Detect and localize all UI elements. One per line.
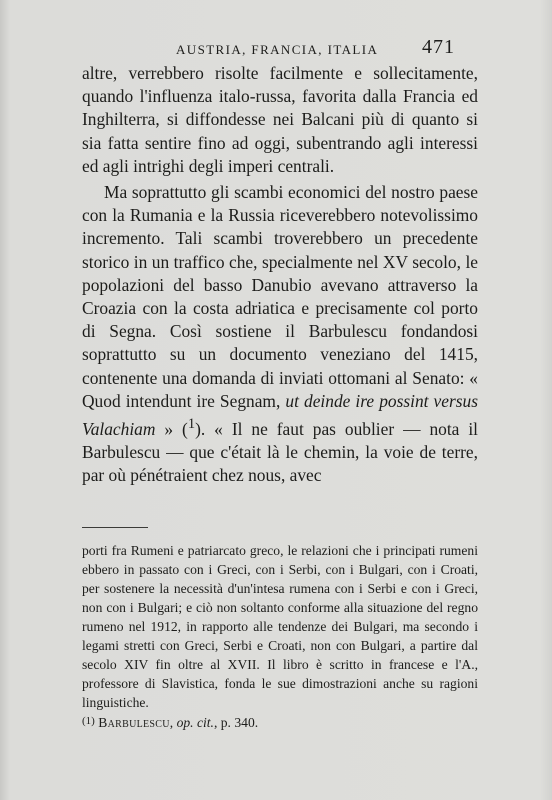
paragraph-2-after-quote: » ( (155, 418, 188, 439)
footnote-1-op-cit: op. cit. (176, 715, 214, 730)
footnote-1-page: , p. 340. (213, 715, 259, 730)
footnotes (82, 541, 478, 732)
footnote-1-author: Barbulescu (98, 715, 170, 730)
paragraph-1: altre, verrebbero risolte facilmente e sollecitamente, quando l'influenza italo-russa, favorita dalla Francia ed Inghilterra, si diffondesse nei Balcani più di quanto si sia fatta sentire fino ad oggi, subentrando agli interessi ed agli intrighi degli imperi centrali. (82, 63, 478, 176)
footnote-divider (82, 527, 148, 528)
footnote-reference: 1 (187, 416, 196, 433)
footnote-1-mark: (1) (82, 715, 95, 727)
footnote-1 (82, 712, 478, 732)
paragraph-2-italic-quote: ut deinde ire possint versus Valachiam (82, 390, 478, 439)
paragraph-2-text: Ma soprattutto gli scambi economici del nostro paese con la Rumania e la Russia riceverebbero notevolissimo incremento. Tali scambi troverebbero un precedente storico in un traffico che, specialmente nel XV secolo, le popolazioni del basso Danubio avevano attraverso la Croazia con la costa adriatica e precisamente col porto di Segna. Così sostiene il Barbulescu fondandosi soprattutto su un documento veneziano del 1415, contenente una domanda di inviati ottomani al Senato: « Quod intendunt ire Segnam, (82, 182, 478, 411)
page-number: 471 (422, 36, 455, 58)
paragraph-2 (82, 181, 478, 487)
footnote-continuation: porti fra Rumeni e patriarcato greco, le relazioni che i principati rumeni ebbero in passato con i Greci, con i Serbi, con i Bulgari, con i Croati, per sostenere la necessità d'un'intesa rumena con i Serbi e con i Greci, non con i Bulgari; e ciò non soltanto conforme alla situazione del regno rumeno nel 1912, in rapporto alle tendenze dei Bulgari, ma secondo i legami stretti con Greci, Serbi e Croati, non con Bulgari, a partire dal secolo XIV fin oltre al XVII. Il libro è scritto in francese e l'A., professore di Slavistica, fonda le sue dimostrazioni anche su ragioni linguistiche. (82, 543, 478, 710)
footnote-1-sep: , (169, 715, 177, 730)
body-text (82, 62, 478, 487)
running-title: AUSTRIA, FRANCIA, ITALIA (176, 42, 379, 57)
paragraph-2-tail: ). « Il ne faut pas oublier — nota il Barbulescu — que c'était là le chemin, la voie de terre, par où pénétraient chez nous, avec (82, 418, 478, 486)
